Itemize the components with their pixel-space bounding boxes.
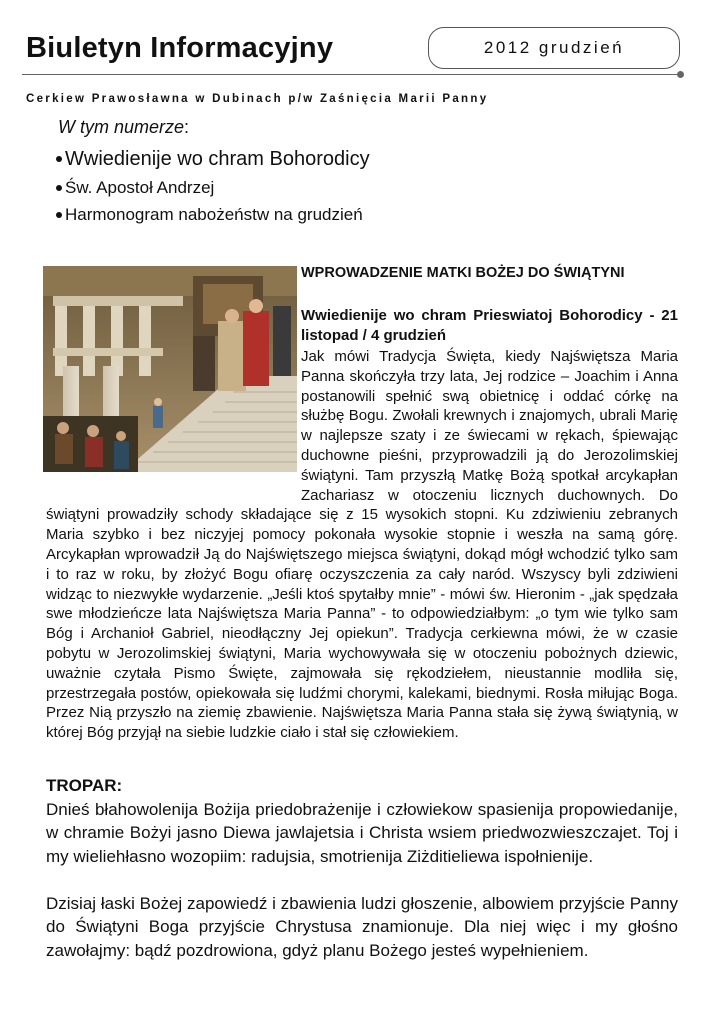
tropar-paragraph-1: Dnieś błahowolenija Bożija priedobrażenije i człowiekow spasienija propowiedanije, w chramie Bożyi jasno Diewa jawlajetsia i Christa wsiem priedwozwieszczajet. Toj i my wieliehłasno wozopiim: radujsia, smotrienija Ziżditieliewa ispołnienije. — [46, 800, 678, 866]
tropar-paragraph-2: Dzisiaj łaski Bożej zapowiedź i zbawienia ludzi głoszenie, albowiem przyjście Panny do Świątyni Boga przyjście Chrystusa znamionuje. Dla niej więc i my głośno zawołajmy: bądź pozdrowiona, gdyż planu Bożego jesteś wypełnieniem. — [46, 894, 678, 960]
toc-heading — [58, 117, 189, 138]
issue-date-badge: 2012 grudzień — [428, 27, 680, 69]
toc-item-label: Harmonogram nabożeństw na grudzień — [65, 204, 363, 224]
bullet-icon — [56, 212, 62, 218]
toc-heading-colon: : — [184, 117, 190, 137]
table-of-contents — [56, 144, 370, 228]
toc-item — [56, 201, 370, 228]
image-wrap-spacer — [46, 347, 301, 486]
article-body — [46, 347, 678, 743]
bullet-icon — [56, 156, 62, 162]
tropar-heading: TROPAR: — [46, 776, 123, 795]
toc-item-label: Św. Apostoł Andrzej — [65, 177, 215, 197]
toc-heading-text: W tym numerze — [58, 117, 185, 137]
divider-dot — [677, 71, 684, 78]
toc-item-label: Wwiedienije wo chram Bohorodicy — [65, 147, 370, 170]
parish-subtitle: Cerkiew Prawosławna w Dubinach p/w Zaśnięcia Marii Panny — [26, 93, 489, 105]
bullet-icon — [56, 185, 62, 191]
newsletter-title: Biuletyn Informacyjny — [26, 32, 334, 64]
toc-item — [56, 144, 370, 174]
header-divider — [22, 74, 678, 75]
article-body-text: Jak mówi Tradycja Święta, kiedy Najświętsza Maria Panna skończyła trzy lata, Jej rodzice – Joachim i Anna postanowili spełnić swą obietnicę i oddać córkę na służbę Bogu. Zwołali krewnych i znajomych, ubrali Marię w najlepsze szaty i ze świecami w rękach, śpiewając duchowne pieśni, przyprowadzili ją do Jerozolimskiej świątyni. Tam przyszłą Matkę Bożą spotkał arcykapłan Zachariasz w otoczeniu licznych duchownych. Do świątyni prowadziły schody składające się z 15 wysokich stopni. Ku zdziwieniu zebranych Maria szybko i bez niczyjej pomocy pokonała wysokie stopnie i weszła na samą górę. Arcykapłan wprowadził Ją do Najświętszego miejsca świątyni, dokąd mógł wchodzić tylko sam i to raz w roku, by złożyć Bogu ofiarę oczyszczenia za cały naród. Wszyscy byli zdziwieni widząc to niezwykłe wydarzenie. „Jeśli ktoś spytałby mnie” - mówi św. Hieronim - „jak spędzała swe młodzieńcze lata Najświętsza Maria Panna” - to odpowiedziałbym: „o tym wie tylko sam Bóg i Archanioł Gabriel, nieodłączny Jej opiekun”. Tradycja cerkiewna mówi, że w czasie pobytu w Jerozolimskiej świątyni, Maria wychowywała się w otoczeniu pobożnych dziewic, uważnie czytała Pismo Święte, zajmowała się rękodziełem, nieustannie modliła się, przestrzegała postów, opiekowała się ludźmi chorymi, kalekami, biednymi. Rosła miłując Boga. Przez Nią przyszło na ziemię zbawienie. Najświętsza Maria Panna stała się żywą świątynią, w której Bóg przyjął na siebie ludzkie ciało i stał się człowiekiem. — [46, 348, 678, 742]
article-title: WPROWADZENIE MATKI BOŻEJ DO ŚWIĄTYNI — [301, 265, 625, 281]
toc-item — [56, 174, 370, 201]
article-subtitle: Wwiedienije wo chram Prieswiatoj Bohorodicy - 21 listopad / 4 grudzień — [301, 307, 678, 344]
